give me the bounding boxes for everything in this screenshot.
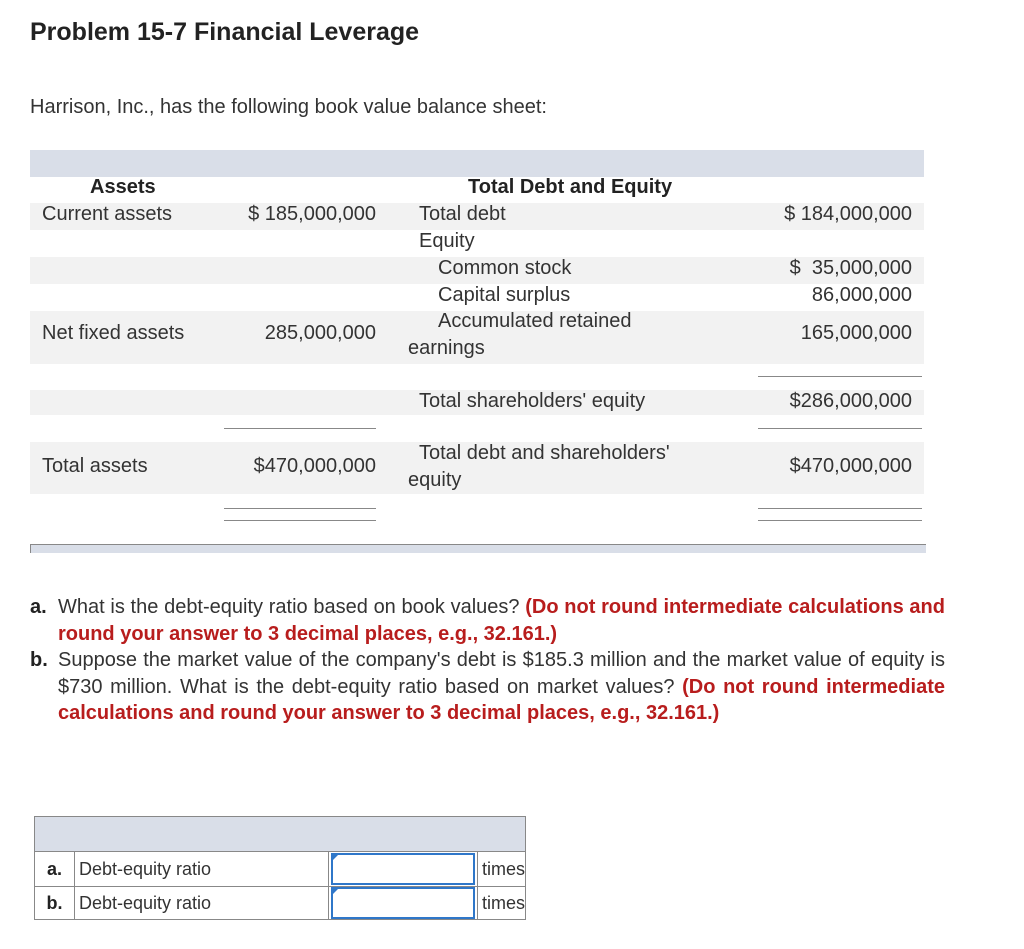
double-underline [224, 508, 376, 509]
current-assets-label: Current assets [42, 203, 173, 225]
capital-surplus-label: Capital surplus [438, 284, 571, 306]
retained-earnings-label-cont: earnings [408, 337, 485, 359]
question-a-text: What is the debt-equity ratio based on book values? [58, 596, 520, 618]
question-a-instruction: (Do not round intermediate calculations and round your answer to 3 decimal places, e.g., 32.161.) [58, 596, 945, 645]
answer-row-label: Debt-equity ratio [75, 886, 329, 920]
question-b-instruction: (Do not round intermediate calculations and round your answer to 3 decimal places, e.g., 32.161.) [58, 675, 945, 724]
net-fixed-assets-value: 285,000,000 [264, 322, 376, 344]
input-flag-icon [331, 853, 340, 862]
answer-cell [329, 852, 477, 886]
assets-header: Assets [90, 176, 156, 198]
double-underline [758, 508, 922, 509]
debt-equity-ratio-market-input[interactable] [331, 887, 475, 919]
input-flag-icon [331, 887, 340, 896]
current-assets-value: $ 185,000,000 [248, 203, 376, 225]
total-shareholders-equity-value: $286,000,000 [789, 390, 912, 412]
table-footer-band [30, 544, 926, 553]
answer-row-unit: times [477, 886, 525, 920]
double-underline [758, 520, 922, 521]
intro-text: Harrison, Inc., has the following book value balance sheet: [30, 96, 547, 118]
underline [758, 428, 922, 429]
total-assets-value: $470,000,000 [253, 455, 376, 477]
double-underline [224, 520, 376, 521]
total-debt-and-equity-label-cont: equity [408, 469, 462, 491]
capital-surplus-value: 86,000,000 [811, 284, 912, 306]
total-assets-label: Total assets [42, 455, 148, 477]
answer-row-unit: times [477, 852, 525, 886]
answer-table-header [35, 817, 525, 852]
underline [224, 428, 376, 429]
question-b-text: Suppose the market value of the company's debt is $185.3 million and the market value of equity is $730 million. What is the debt-equity ratio based on market values? [58, 649, 945, 698]
answer-table [34, 816, 526, 920]
question-b [30, 647, 945, 727]
net-fixed-assets-label: Net fixed assets [42, 322, 185, 344]
total-debt-and-equity-label: Total debt and shareholders' [419, 442, 670, 464]
answer-row-b [35, 886, 525, 920]
common-stock-label: Common stock [438, 257, 572, 279]
total-debt-value: $ 184,000,000 [784, 203, 912, 225]
answer-row-letter: a. [35, 852, 75, 886]
question-a-label: a. [30, 596, 47, 618]
retained-earnings-value: 165,000,000 [800, 322, 912, 344]
answer-row-a [35, 852, 525, 887]
question-b-label: b. [30, 649, 48, 671]
total-debt-label: Total debt [419, 203, 506, 225]
debt-equity-header: Total Debt and Equity [468, 176, 673, 198]
debt-equity-ratio-book-input[interactable] [331, 853, 475, 885]
answer-row-label: Debt-equity ratio [75, 852, 329, 886]
table-header-band [30, 150, 924, 177]
total-debt-and-equity-value: $470,000,000 [789, 455, 912, 477]
total-shareholders-equity-label: Total shareholders' equity [419, 390, 646, 412]
underline [758, 376, 922, 377]
page-title: Problem 15-7 Financial Leverage [30, 18, 420, 46]
answer-cell [329, 886, 477, 920]
answer-row-letter: b. [35, 886, 75, 920]
question-a [30, 594, 945, 647]
equity-label: Equity [419, 230, 475, 252]
common-stock-value: $ 35,000,000 [789, 257, 912, 279]
retained-earnings-label: Accumulated retained [438, 310, 632, 332]
